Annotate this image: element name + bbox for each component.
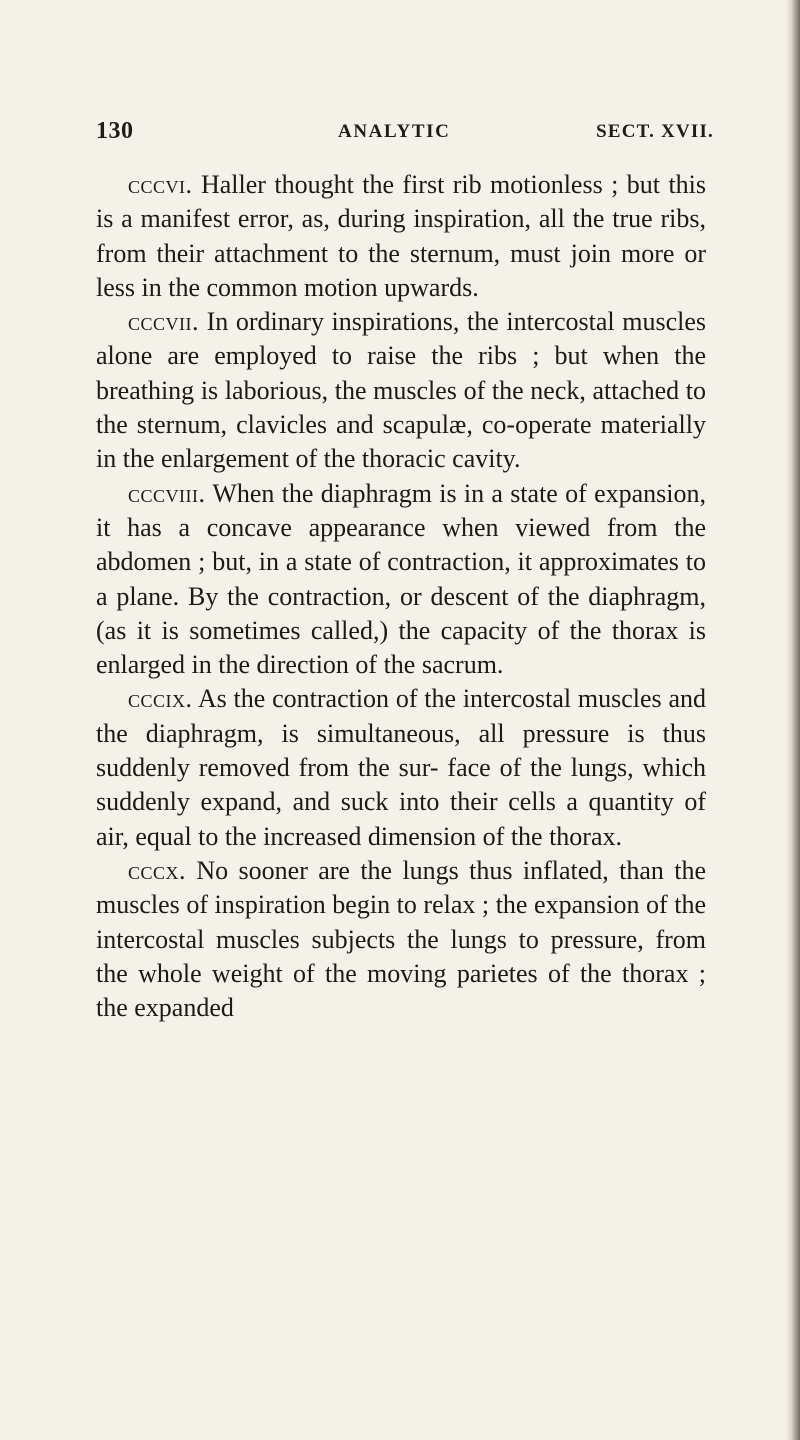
page-edge-shadow: [786, 0, 800, 1440]
paragraph-cccvi: [96, 168, 706, 305]
paragraph-cccx: [96, 854, 706, 1025]
paragraph-text: In ordinary inspirations, the intercostal muscles alone are employed to raise the ribs ; but when the breathing is laborious, the muscles of the neck, attached to the sternum, clavicles and scapulæ, co-operate materially in the enlargement of the thoracic cavity.: [96, 307, 707, 474]
paragraph-text: As the contraction of the intercostal muscles and the diaphragm, is simultaneous, all pressure is thus suddenly removed from the sur- face of the lungs, which suddenly expand, and suck into their cells a quantity of air, equal to the increased dimension of the thorax.: [96, 684, 706, 851]
paragraph-number: cccvii.: [128, 307, 200, 337]
paragraph-cccix: [96, 682, 706, 853]
paragraph-number: cccix.: [128, 684, 193, 714]
paragraph-number: cccviii.: [128, 478, 206, 508]
body-text: [96, 168, 706, 1025]
paragraph-number: cccvi.: [128, 170, 193, 199]
paragraph-text: Haller thought the first rib motionless ; but this is a manifest error, as, during inspiration, all the true ribs, from their attachment to the sternum, must join more or less in the common motion upwards.: [96, 170, 707, 302]
paragraph-number: cccx.: [128, 855, 187, 885]
paragraph-text: No sooner are the lungs thus inflated, than the muscles of inspiration begin to relax ; the expansion of the intercostal muscles subjects the lungs to pressure, from the whole weight of the moving parietes of the thorax ; the expanded: [96, 855, 707, 1023]
page-number: 130: [96, 118, 134, 144]
running-title: ANALYTIC: [338, 121, 451, 142]
paragraph-cccviii: [96, 477, 706, 683]
paragraph-cccvii: [96, 305, 706, 476]
section-reference: SECT. XVII.: [596, 121, 714, 142]
paragraph-text: When the diaphragm is in a state of expansion, it has a concave appearance when viewed from the abdomen ; but, in a state of contraction, it approximates to a plane. By the contraction, or descent of the diaphragm, (as it is sometimes called,) the capacity of the thorax is enlarged in the direction of the sacrum.: [96, 478, 706, 680]
running-header: [96, 118, 714, 152]
